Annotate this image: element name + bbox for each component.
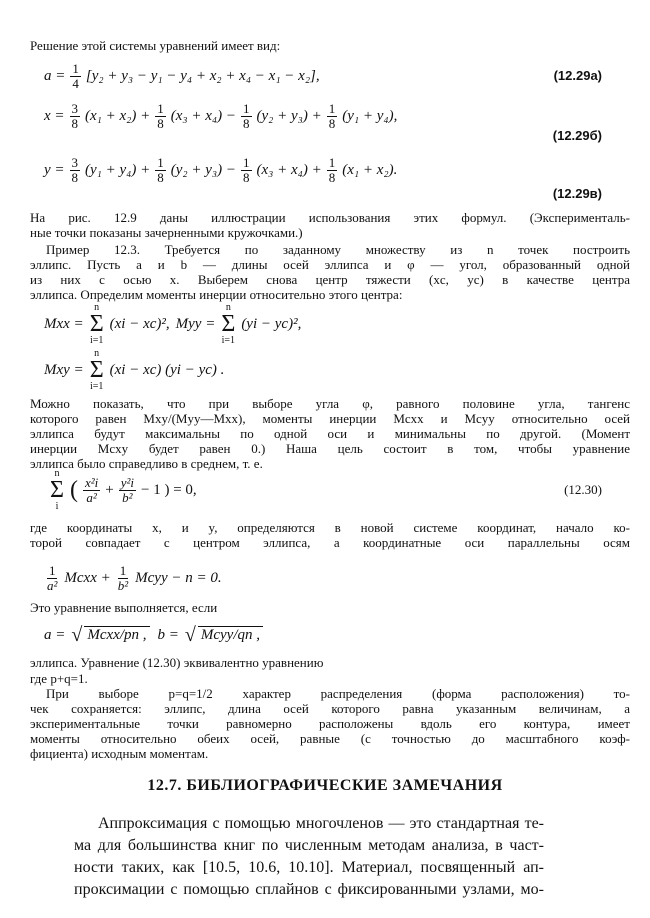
fraction-numerator: 1 xyxy=(157,154,164,170)
equation-12-29b xyxy=(30,96,630,143)
eq-m-frac-2 xyxy=(116,564,130,593)
eq-y-frac-4 xyxy=(327,156,338,185)
eq-m-term-2: Mcyy − n = 0. xyxy=(135,569,222,586)
sum-lower: i=1 xyxy=(221,335,236,346)
eq-x-frac-1 xyxy=(70,102,81,131)
fraction-denominator: 8 xyxy=(157,115,164,131)
sum-upper: n xyxy=(94,302,100,313)
moments-mxx-myy xyxy=(30,300,630,348)
paragraph-line: экспериментальные точки равномерно расположены вдоль его контура, имеет xyxy=(30,716,630,731)
equation-number: (12.29в) xyxy=(552,186,602,201)
paragraph-line: эллипс. Пусть a и b — длины осей эллипса и φ — угол, образованный одной xyxy=(30,257,630,272)
eq-1230-frac-1 xyxy=(83,476,100,505)
fraction-denominator: 8 xyxy=(328,115,336,131)
fraction-denominator: b² xyxy=(117,577,129,593)
eq-y-frac-3 xyxy=(241,156,252,185)
eq-y-frac-1 xyxy=(70,156,81,185)
paragraph-line: которого равен Mxy/(Myy—Mxx), моменты инерции Mcxx и Mcyy относительно осей xyxy=(30,411,630,426)
sum-upper: n xyxy=(54,468,60,479)
fraction-denominator: 4 xyxy=(72,75,79,91)
eq-y-term-4: (x₁ + x₂). xyxy=(342,161,398,178)
eq-m-frac-1 xyxy=(45,564,59,593)
eq-m-term-1: Mcxx + xyxy=(64,569,111,586)
fraction-numerator: x²i xyxy=(84,474,99,490)
sum-symbol: n Σ i=1 xyxy=(89,348,104,392)
fraction-numerator: 1 xyxy=(119,562,127,578)
paragraph-line: чек сохраняется: эллипс, длина осей которого равна указанным величинам, а xyxy=(30,701,630,716)
eq-x-lhs: x = xyxy=(44,107,65,124)
paragraph-line: эллипса. Определим моменты инерции относительно этого центра: xyxy=(30,287,403,302)
eq-x-frac-3 xyxy=(241,102,252,131)
moment-mxy xyxy=(30,346,630,394)
myy-lhs: Myy = xyxy=(175,315,216,332)
fraction-denominator: 8 xyxy=(243,115,250,131)
paragraph-line: эллипса было справедливо в среднем, т. е. xyxy=(30,456,263,471)
equation-moments-sum xyxy=(30,556,630,600)
eq-a-axis-lhs: a = xyxy=(44,626,66,643)
mxy-rhs: (xi − xc) (yi − yc) . xyxy=(109,361,225,378)
paragraph-line: На рис. 12.9 даны иллюстрации использования этих формул. (Эксперименталь- xyxy=(30,210,630,225)
sum-symbol: n Σ i=1 xyxy=(89,302,104,346)
sum-symbol: n Σ i xyxy=(50,468,64,512)
fraction-numerator: 1 xyxy=(328,100,336,116)
paragraph-line: При выборе p=q=1/2 характер распределения (форма расположения) то- xyxy=(46,686,630,701)
paragraph-line: моменты относительно обеих осей, равные (с точностью до масштабного коэф- xyxy=(30,731,630,746)
intro-text: Решение этой системы уравнений имеет вид: xyxy=(30,38,281,53)
equation-12-30: n Σ i ( $\frac{\text{x²i}}{\text{a²}}$ + $\frac{\text{y²i}}{\text{b²}}$ − 1 ) = 0, (12.30) xyxy=(50,468,602,512)
fraction-numerator: 1 xyxy=(243,100,250,116)
paragraph-line: торой совпадает с центром эллипса, а координатные оси параллельны осям xyxy=(30,535,630,550)
paragraph-line: ма для большинства книг по численным методам анализа, в част- xyxy=(74,837,544,854)
paragraph-line: где p+q=1. xyxy=(30,671,88,686)
paragraph-line: Пример 12.3. Требуется по заданному множеству из n точек построить xyxy=(46,242,630,257)
paragraph-line: проксимации с помощью сплайнов с фиксированными узлами, мо- xyxy=(74,881,544,898)
equation-number: (12.29б) xyxy=(552,128,602,143)
equation-number: (12.29a) xyxy=(553,68,602,83)
fraction-numerator: 1 xyxy=(157,100,164,116)
eq-x-term-1: (x₁ + x₂) + xyxy=(85,107,151,124)
paragraph-line: Это уравнение выполняется, если xyxy=(30,600,218,615)
paragraph-line: из них с осью x. Выберем снова центр тяжести (xc, yc) в качестве центра xyxy=(30,272,630,287)
eq-y-term-3: (x₃ + x₄) + xyxy=(256,161,322,178)
eq-y-term-2: (y₂ + y₃) − xyxy=(170,161,236,178)
paragraph-line: инерции Mcxy будет равен 0.) Наша цель состоит в том, чтобы уравнение xyxy=(30,441,630,456)
eq-1230-rest: − 1 ) = 0, xyxy=(141,481,197,498)
mxy-lhs: Mxy = xyxy=(44,361,84,378)
sum-upper: n xyxy=(94,348,100,359)
eq-x-term-4: (y₁ + y₄), xyxy=(342,107,398,124)
eq-x-frac-2 xyxy=(155,102,166,131)
sqrt-a: Mcxx/pn , xyxy=(84,626,149,644)
fraction-numerator: 3 xyxy=(71,154,79,170)
paragraph-line: эллипса будут максимальны по одной оси и минимальны по другой. (Момент xyxy=(30,426,630,441)
paragraph-line: Можно показать, что при выборе угла φ, равного половине угла, тангенс xyxy=(30,396,630,411)
fraction-numerator: y²i xyxy=(120,474,134,490)
fraction-numerator: 1 xyxy=(328,154,336,170)
eq-y-lhs: y = xyxy=(44,161,65,178)
fraction-denominator: 8 xyxy=(328,169,336,185)
fraction-numerator: 3 xyxy=(71,100,79,116)
paragraph-line: эллипса. Уравнение (12.30) эквивалентно уравнению xyxy=(30,655,324,670)
fraction-denominator: a² xyxy=(47,577,58,593)
fraction-denominator: b² xyxy=(122,489,133,505)
sum-symbol: n Σ i=1 xyxy=(221,302,236,346)
fraction-denominator: 8 xyxy=(157,169,164,185)
eq-a-fraction xyxy=(70,62,81,91)
eq-y-frac-2 xyxy=(155,156,166,185)
fraction-numerator: 1 xyxy=(72,60,79,76)
sqrt-b: Mcyy/qn , xyxy=(198,626,263,644)
paragraph-line: ности таких, как [10.5, 10.6, 10.10]. Материал, посвященный ап- xyxy=(74,859,544,876)
eq-a-lhs: a = xyxy=(44,67,66,84)
open-paren: ( xyxy=(69,476,78,503)
mxx-rhs: (xi − xc)², xyxy=(109,315,170,332)
section-heading: 12.7. БИБЛИОГРАФИЧЕСКИЕ ЗАМЕЧАНИЯ xyxy=(147,777,503,794)
equation-12-29v xyxy=(30,150,630,201)
myy-rhs: (yi − yc)², xyxy=(241,315,302,332)
fraction-denominator: 8 xyxy=(243,169,250,185)
paragraph-line: ные точки показаны зачерненными кружочками.) xyxy=(30,225,303,240)
eq-x-term-3: (y₂ + y₃) + xyxy=(256,107,322,124)
paragraph-line: Аппроксимация с помощью многочленов — это стандартная те- xyxy=(98,815,544,832)
fraction-numerator: 1 xyxy=(48,562,56,578)
sum-lower: i=1 xyxy=(89,335,104,346)
fraction-denominator: 8 xyxy=(71,169,79,185)
equation-axes: a = √ Mcxx/pn , b = √ Mcyy/qn , xyxy=(30,617,630,653)
sum-lower: i=1 xyxy=(89,381,104,392)
eq-b-axis-lhs: b = xyxy=(157,626,179,643)
sum-lower: i xyxy=(55,501,59,512)
paragraph-line: где координаты x, и y, определяются в новой системе координат, начало ко- xyxy=(30,520,630,535)
paragraph-line: фициента) исходным моментам. xyxy=(30,746,209,761)
fraction-denominator: 8 xyxy=(71,115,79,131)
mxx-lhs: Mxx = xyxy=(44,315,84,332)
fraction-numerator: 1 xyxy=(243,154,250,170)
eq-x-frac-4 xyxy=(327,102,338,131)
fraction-denominator: a² xyxy=(86,489,97,505)
equation-number: (12.30) xyxy=(564,482,602,497)
eq-x-term-2: (x₃ + x₄) − xyxy=(170,107,236,124)
eq-y-term-1: (y₁ + y₄) + xyxy=(85,161,151,178)
eq-1230-frac-2 xyxy=(119,476,136,505)
eq-a-rest: [y₂ + y₃ − y₁ − y₄ + x₂ + x₄ − x₁ − x₂], xyxy=(85,67,320,84)
equation-12-29a xyxy=(30,56,630,96)
sum-upper: n xyxy=(225,302,231,313)
